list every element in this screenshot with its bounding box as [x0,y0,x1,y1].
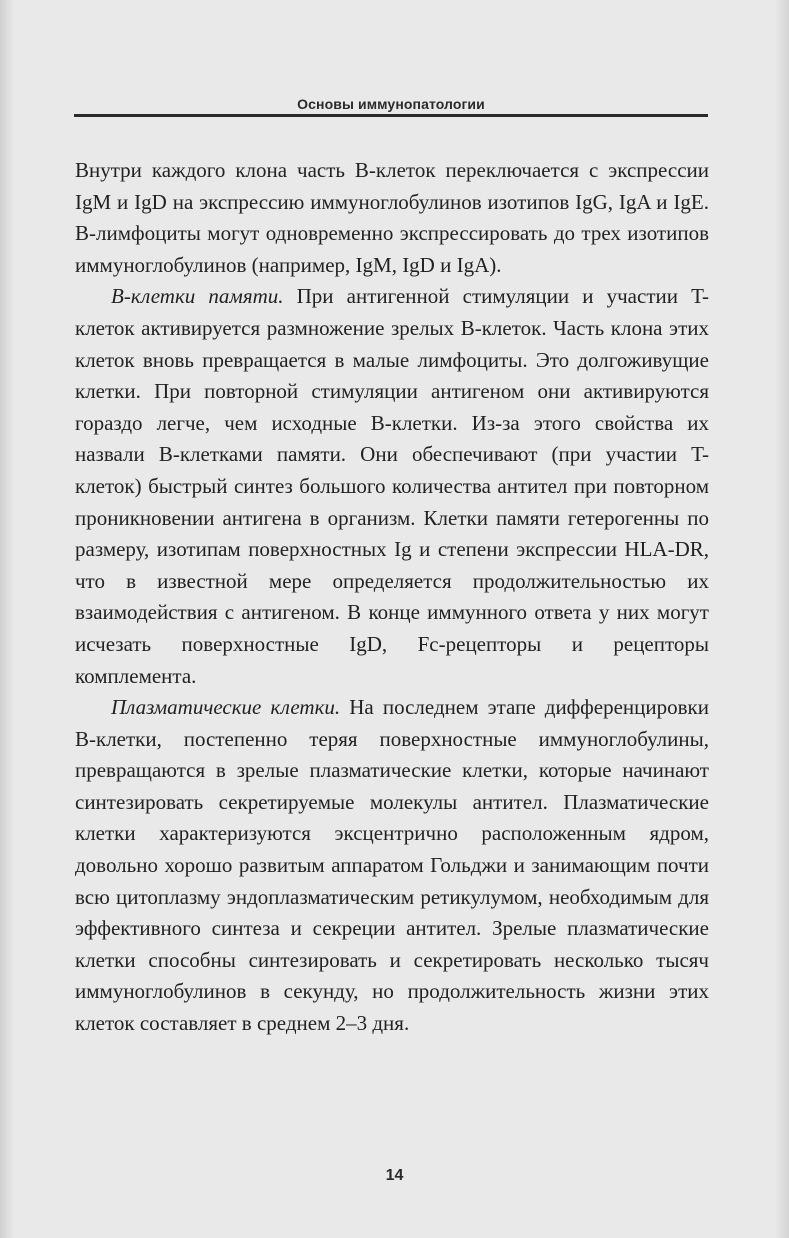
page-number: 14 [385,1167,404,1184]
paragraph-text: При антигенной стимуляции и участии T-клеток активируется размножение зрелых B-клеток. Часть клона этих клеток вновь превращается в малые лимфоциты. Это долгоживущие клетки. При повторной стимуляции антигеном они активируются гораздо легче, чем исходные B-клетки. Из-за этого свойства их назвали B-клетками памяти. Они обеспечивают (при участии T-клеток) быстрый синтез большого количества антител при повторном проникновении антигена в организм. Клетки памяти гетерогенны по размеру, изотипам поверхностных Ig и степени экспрессии HLA-DR, что в известной мере определяется продолжительностью их взаимодействия с антигеном. В конце иммунного ответа у них могут исчезать поверхностные IgD, Fc-рецепторы и рецепторы комплемента. [75,284,709,688]
paragraph-memory-b-cells [75,281,709,692]
page-edge-shadow-right [775,0,789,1238]
header-rule [74,114,708,117]
paragraph-term: Плазматические клетки. [111,695,341,720]
running-header-title: Основы иммунопатологии [297,96,485,112]
paragraph-term: B-клетки памяти. [111,284,284,309]
paragraph-isotype-switching [75,155,709,281]
paragraph-plasma-cells [75,692,709,1040]
body-text [75,155,709,1040]
running-header [74,92,708,118]
page-edge-shadow-left [0,0,14,1238]
paragraph-text: На последнем этапе дифференцировки B-клетки, постепенно теряя поверхностные иммуноглобулины, превращаются в зрелые плазматические клетки, которые начинают синтезировать секретируемые молекулы антител. Плазматические клетки характеризуются эксцентрично расположенным ядром, довольно хорошо развитым аппаратом Гольджи и занимающим почти всю цитоплазму эндоплазматическим ретикулумом, необходимым для эффективного синтеза и секреции антител. Зрелые плазматические клетки способны синтезировать и секретировать несколько тысяч иммуноглобулинов в секунду, но продолжительность жизни этих клеток составляет в среднем 2–3 дня. [75,695,709,1036]
paragraph-text: Внутри каждого клона часть B-клеток переключается с экспрессии IgM и IgD на экспрессию иммуноглобулинов изотипов IgG, IgA и IgE. B-лимфоциты могут одновременно экспрессировать до трех изотипов иммуноглобулинов (например, IgM, IgD и IgA). [75,158,709,277]
